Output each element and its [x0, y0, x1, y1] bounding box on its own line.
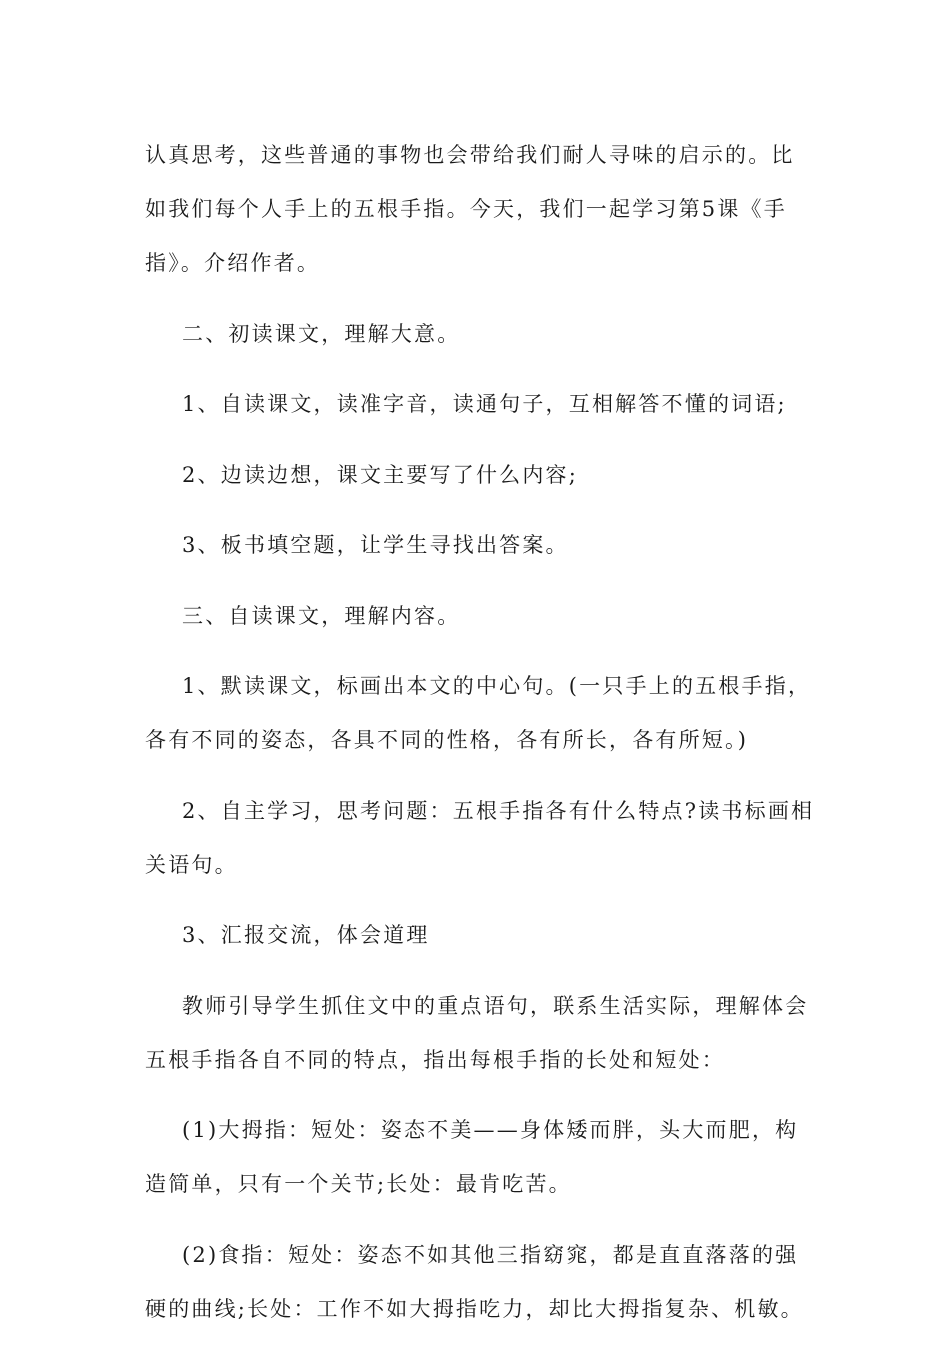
- list-item: 2、自主学习，思考问题：五根手指各有什么特点?读书标画相关语句。: [145, 798, 815, 877]
- list-item: 3、板书填空题，让学生寻找出答案。: [182, 533, 569, 557]
- heading-section-three: 三、自读课文，理解内容。: [182, 603, 461, 628]
- finger-item-index: (2)食指：短处：姿态不如其他三指窈窕，都是直直落落的强硬的曲线;长处：工作不如大拇指吃力，却比大拇指复杂、机敏。: [145, 1242, 804, 1321]
- list-item: 1、自读课文，读准字音，读通句子，互相解答不懂的词语;: [182, 392, 787, 416]
- document-body: [145, 128, 815, 1352]
- paragraph-intro: 认真思考，这些普通的事物也会带给我们耐人寻味的启示的。比如我们每个人手上的五根手指。今天，我们一起学习第5课《手指》。介绍作者。: [145, 143, 795, 275]
- finger-item-thumb: (1)大拇指：短处：姿态不美——身体矮而胖，头大而肥，构造简单，只有一个关节;长处：最肯吃苦。: [145, 1118, 799, 1196]
- heading-section-two: 二、初读课文，理解大意。: [182, 321, 461, 346]
- list-item: 3、汇报交流，体会道理: [182, 923, 430, 947]
- paragraph-teacher-guide: 教师引导学生抓住文中的重点语句，联系生活实际，理解体会五根手指各自不同的特点，指出每根手指的长处和短处：: [145, 993, 809, 1072]
- list-item: 2、边读边想，课文主要写了什么内容;: [182, 462, 579, 487]
- list-item: 1、默读课文，标画出本文的中心句。(一只手上的五根手指，各有不同的姿态，各具不同的性格，各有所长，各有所短。): [145, 674, 812, 752]
